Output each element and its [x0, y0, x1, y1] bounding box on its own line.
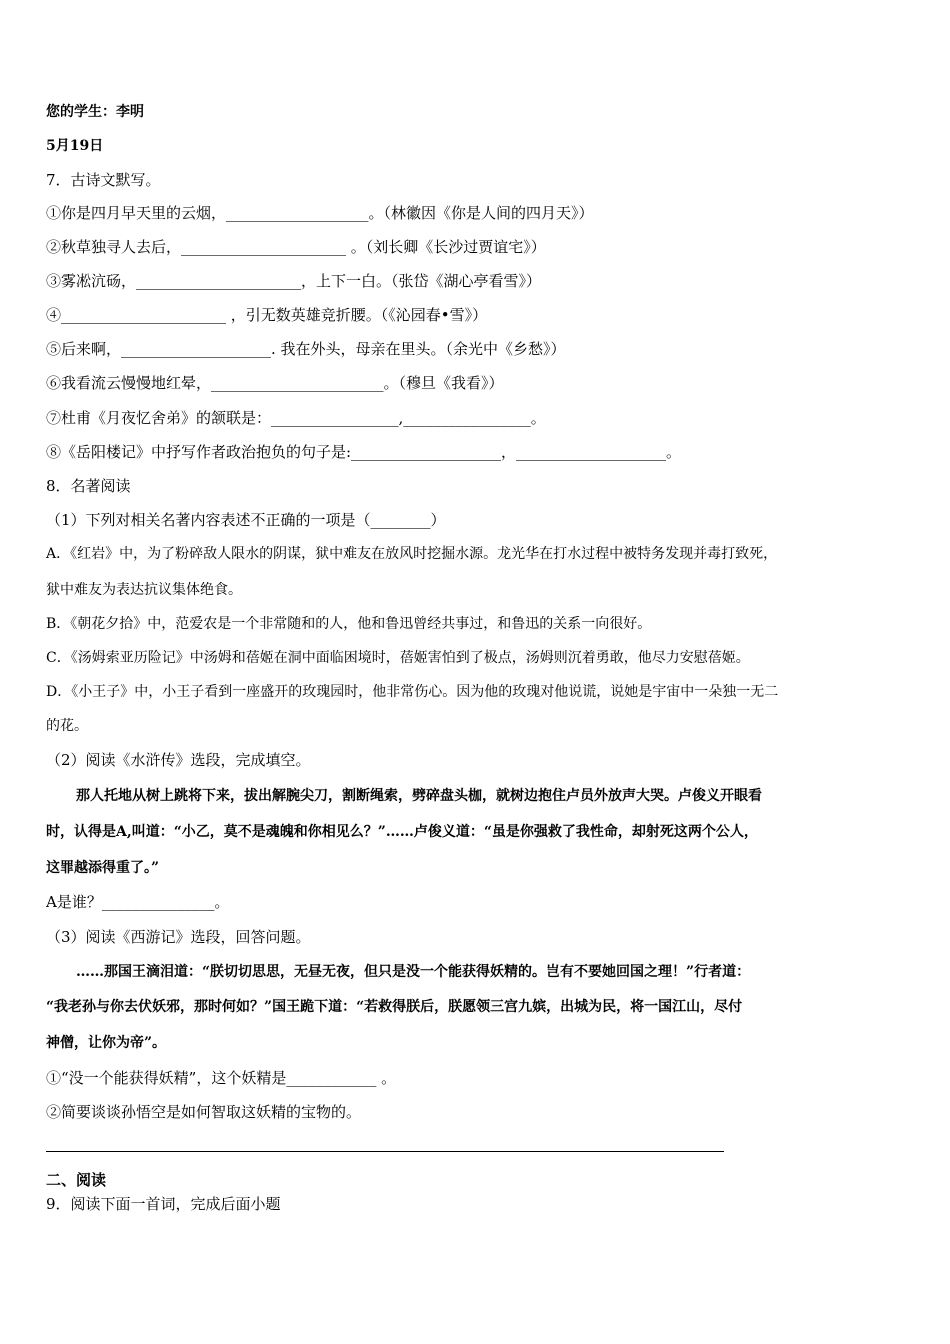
option-c: C．《汤姆索亚历险记》中汤姆和蓓姬在洞中面临困境时，蓓姬害怕到了极点，汤姆则沉着勇敢，他尽力安慰蓓姬。: [46, 650, 750, 666]
question-7-title: 7．古诗文默写。: [46, 171, 161, 189]
question-7-item-8: ⑧《岳阳楼记》中抒写作者政治抱负的句子是:____________________，____________________。: [46, 443, 682, 461]
shuihu-passage-line-3: 这罪越添得重了。”: [46, 860, 160, 876]
xiyou-passage-line-2: “我老孙与你去伏妖邪，那时何如？”国王跪下道：“若救得朕后，朕愿领三宫九嫔，出城为民，将一国江山，尽付: [46, 999, 743, 1015]
shuihu-answer-prompt: A是谁？_______________。: [46, 893, 230, 911]
option-a-line-1: A．《红岩》中，为了粉碎敌人限水的阴谋，狱中难友在放风时挖掘水源。龙光华在打水过程中被特务发现并毒打致死，: [46, 546, 778, 562]
question-8-title: 8．名著阅读: [46, 477, 131, 495]
option-b: B．《朝花夕拾》中，范爱农是一个非常随和的人，他和鲁迅曾经共事过，和鲁迅的关系一向很好。: [46, 616, 652, 632]
question-7-item-7: ⑦杜甫《月夜忆舍弟》的颔联是：_________________,_________________。: [46, 409, 546, 427]
question-8-sub2: （2）阅读《水浒传》选段，完成填空。: [46, 751, 311, 769]
xiyou-question-1: ①“没一个能获得妖精”，这个妖精是____________ 。: [46, 1069, 397, 1087]
student-line: 您的学生：李明: [46, 104, 144, 120]
question-7-item-3: ③雾凇沆砀，______________________，上下一白。（张岱《湖心亭看雪》）: [46, 272, 542, 290]
question-8-sub3: （3）阅读《西游记》选段，回答问题。: [46, 928, 311, 946]
question-7-item-4: ④______________________ ，引无数英雄竞折腰。（《沁园春•雪》）: [46, 306, 488, 324]
question-7-item-2: ②秋草独寻人去后，______________________ 。（刘长卿《长沙过贾谊宅》）: [46, 238, 546, 256]
option-a-line-2: 狱中难友为表达抗议集体绝食。: [46, 582, 242, 598]
xiyou-passage-line-3: 神僧，让你为帝”。: [46, 1035, 167, 1051]
date-line: 5月19日: [46, 138, 104, 154]
shuihu-passage-line-1: 那人托地从树上跳将下来，拔出解腕尖刀，割断绳索，劈碎盘头枷，就树边抱住卢员外放声大哭。卢俊义开眼看: [76, 788, 762, 804]
question-8-sub1: （1）下列对相关名著内容表述不正确的一项是（________）: [46, 511, 446, 529]
answer-rule: [46, 1151, 724, 1152]
question-7-item-1: ①你是四月早天里的云烟，___________________。（林徽因《你是人间的四月天》）: [46, 204, 594, 222]
option-d-line-1: D．《小王子》中，小王子看到一座盛开的玫瑰园时，他非常伤心。因为他的玫瑰对他说谎，说她是宇宙中一朵独一无二: [46, 684, 779, 700]
option-d-line-2: 的花。: [46, 718, 88, 734]
shuihu-passage-line-2: 时，认得是A,叫道：“小乙，莫不是魂魄和你相见么？”……卢俊义道：“虽是你强救了我性命，却射死这两个公人，: [46, 824, 758, 840]
question-9: 9．阅读下面一首词，完成后面小题: [46, 1195, 281, 1213]
question-7-item-5: ⑤后来啊，____________________. 我在外头，母亲在里头。（余光中《乡愁》）: [46, 340, 566, 358]
xiyou-passage-line-1: ……那国王滴泪道：“朕切切思思，无昼无夜，但只是没一个能获得妖精的。岂有不要她回国之理！”行者道：: [76, 964, 751, 980]
question-7-item-6: ⑥我看流云慢慢地红晕，_______________________。（穆旦《我看》）: [46, 374, 504, 392]
xiyou-question-2: ②简要谈谈孙悟空是如何智取这妖精的宝物的。: [46, 1103, 362, 1121]
section-2-title: 二、阅读: [46, 1171, 107, 1189]
